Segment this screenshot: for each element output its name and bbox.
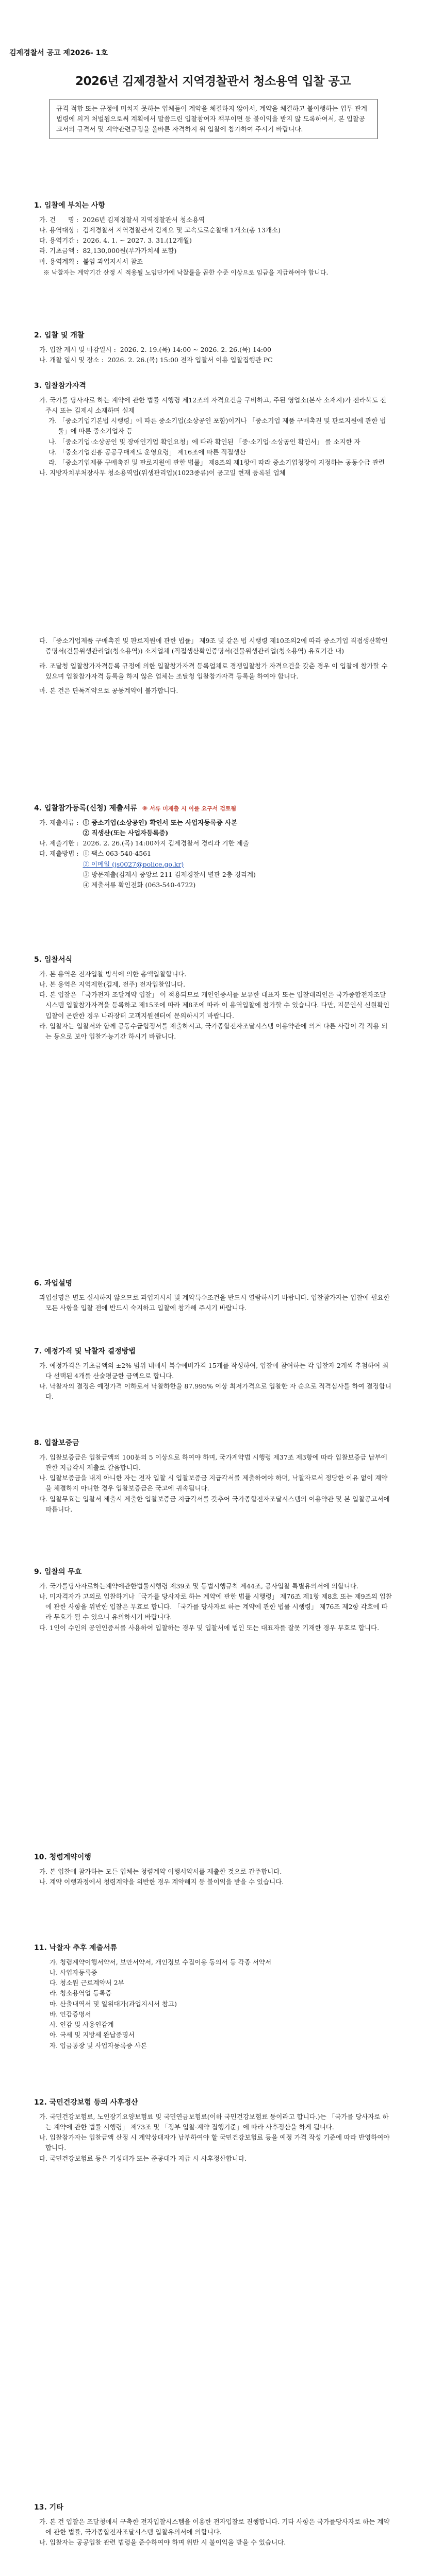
- section-9: [34, 1566, 392, 1633]
- row-value: ③ 방문제출(김제시 중앙로 211 김제경찰서 별관 2층 경리계): [83, 870, 256, 878]
- row-label: 가. 건 명 :: [39, 215, 81, 224]
- section-3: [34, 380, 392, 479]
- page-title: 2026년 김제경찰서 지역경찰관서 청소용역 입찰 공고: [75, 75, 351, 88]
- paragraph: 가. 본 용역은 전자입찰 방식에 의한 총액입찰합니다.: [39, 970, 187, 978]
- section-title: 1. 입찰에 부치는 사항: [34, 201, 105, 210]
- info-row: [34, 246, 392, 256]
- row-value: ① 팩스 063-540-4561: [83, 850, 152, 858]
- paragraph: 나. 계약 이행과정에서 청렴계약을 위반한 경우 계약해지 등 불이익을 받을 수 있습니다.: [39, 1877, 284, 1886]
- section-13: [34, 2502, 392, 2548]
- list-item: 아. 국세 및 지방세 완납증명서: [50, 2031, 135, 2039]
- info-row: [34, 838, 392, 849]
- section-title: 12. 국민건강보험 등의 사후정산: [34, 2098, 138, 2107]
- sub-item: 다. 「중소기업진흥 공공구매제도 운영요령」 제16조에 따른 직접생산: [48, 448, 246, 456]
- row-value: ① 중소기업(소상공인) 확인서 또는 사업자등록증 사본: [83, 818, 238, 826]
- info-row: [34, 345, 392, 355]
- list-item: 가. 청렴계약이행서약서, 보안서약서, 개인정보 수집이용 동의서 등 각종 서약서: [50, 1958, 272, 1966]
- paragraph: 다. 국민건강보험료 등은 기성대가 또는 준공대가 지급 시 사후정산합니다.: [39, 2154, 247, 2162]
- row-label: 다. 용역기간 :: [39, 236, 81, 245]
- section-7: [34, 1346, 392, 1402]
- paragraph: 나. 본 용역은 지역제한(김제, 전주) 전자입찰입니다.: [39, 980, 186, 988]
- intro-box: 규격 적합 또는 규정에 미치지 못하는 업체들이 계약을 체결하지 않아서, 계약을 체결하고 불이행하는 업무 관계법령에 의거 처벌됨으로써 계획에서 말씀드린 입찰참여자 책무이면 등 불이익을 받지 않 도록하여서, 본 입찰공고서의 규격서 및 계약관련규정을 올바른 자격하지 위 입찰에 참가하여 주시기 바랍니다.: [50, 99, 378, 139]
- row-label: 라. 기초금액 :: [39, 247, 81, 255]
- list-item: 자. 입금통장 및 사업자등록증 사본: [50, 2041, 147, 2049]
- section-title: 10. 청렴계약이행: [34, 1853, 91, 1861]
- info-row: [34, 880, 392, 890]
- section-2: [34, 330, 392, 365]
- section-6: [34, 1278, 392, 1313]
- list-item: 바. 인감증명서: [50, 2010, 91, 2018]
- row-label: 가. 입찰 게시 및 마감일시 :: [39, 345, 118, 353]
- info-row: [34, 859, 392, 870]
- paragraph: 나. 입찰보증금을 내지 아니한 자는 전자 입찰 시 입찰보증금 지급각서를 제출하여야 하며, 낙찰자로서 정당한 이유 없이 계약을 체결하지 아니한 경우 입찰보증금은 국고에 귀속됩니다.: [39, 1474, 388, 1493]
- section-title: 8. 입찰보증금: [34, 1439, 79, 1447]
- list-item: 사. 인감 및 사용인감계: [50, 2021, 114, 2029]
- section-title-text: 4. 입찰참가등록(신청) 제출서류: [34, 804, 137, 812]
- section-10: [34, 1852, 392, 1887]
- row-value: 2026. 2. 19.(목) 14:00 ~ 2026. 2. 26.(목) 14:00: [120, 345, 271, 353]
- list-item: 마. 산출내역서 및 일위대가(과업지시서 참고): [50, 1999, 177, 2008]
- section-11: [34, 1942, 392, 2051]
- sub-item: 라. 「중소기업제품 구매촉진 및 판로지원에 관한 법률」 제8조의 제1항에 따라 중소기업청장이 지정하는 공동수급 관련: [48, 459, 385, 467]
- paragraph: 가. 국가를당사자로하는계약에관한법률시행령 제39조 및 동법시행규칙 제44조, 공사입찰 특별유의서에 의합니다.: [39, 1582, 358, 1590]
- section-title: 11. 낙찰자 추후 제출서류: [34, 1944, 118, 1952]
- paragraph: 가. 본 입찰에 참가하는 모든 업체는 청렴계약 이행서약서를 제출한 것으로 간주합니다.: [39, 1867, 282, 1875]
- paragraph: [40, 395, 392, 416]
- row-value: 2026. 2. 26.(목) 14:00까지 김제경찰서 경리과 기한 제출: [83, 839, 249, 848]
- row-label: 나. 용역대상 :: [39, 226, 81, 234]
- section-title: 3. 입찰참가자격: [34, 382, 87, 390]
- paragraph: 다. 1인이 수인의 공인인증서를 사용하여 입찰하는 경우 및 입찰서에 법인 또는 대표자를 잘못 기재한 경우 무효로 합니다.: [39, 1623, 380, 1632]
- paragraph: 라. 조달청 입찰참가자격등록 규정에 의한 입찰참가자격 등록업체로 경쟁입찰참가 자격요건을 갖춘 경우 이 입찰에 참가할 수 있으며 입찰참가자격 등록을 하지 않은 업체는 조달청 입찰참가자격 등록을 하여야 합니다.: [39, 662, 388, 680]
- row-label: 나. 제출기한 :: [39, 839, 81, 848]
- row-value: 붙임 과업지시서 참조: [83, 257, 143, 265]
- paragraph: 다. 본 입찰은 「국가전자 조달계약 입찰」 이 적용되므로 개인인증서를 보유한 대표자 또는 입찰대리인은 국가종합전자조달시스템 입찰참가자격을 등록하고 제15조에 따라 제8조에 따라 이 용역입찰에 참가할 수 있습니다. 다만, 지문인식 신원확인 입찰이 곤란한 경우 나라장터 고객지원센터에 문의하시기 바랍니다.: [39, 991, 390, 1020]
- paragraph: 가. 입찰보증금은 입찰금액의 100분의 5 이상으로 하여야 하며, 국가계약법 시행령 제37조 제3항에 따라 입찰보증금 납부에 관한 지급각서 제출로 갈음합니다.: [39, 1453, 387, 1471]
- row-label: 나. 개찰 일시 및 장소 :: [39, 355, 106, 364]
- list-item: 나. 사업자등록증: [50, 1968, 97, 1976]
- section-title: [34, 803, 392, 815]
- section-4: [34, 803, 392, 890]
- info-row: [34, 225, 392, 235]
- row-label: 마. 용역계획 :: [39, 257, 81, 265]
- info-row: [34, 215, 392, 225]
- section-12: [34, 2097, 392, 2164]
- section-3-continued: [34, 636, 392, 696]
- paragraph: 과업설명은 별도 실시하지 않으므로 과업지시서 및 계약특수조건을 반드시 열람하시기 바랍니다. 입찰참가자는 입찰에 필요한 모든 사항을 입찰 전에 반드시 숙지하고 입찰에 참가해 주시기 바랍니다.: [39, 1293, 390, 1312]
- section-title: 13. 기타: [34, 2503, 63, 2512]
- section-1: [34, 200, 392, 278]
- paragraph: 나. 미자격자가 고의로 입찰하거나「국가를 당사자로 하는 계약에 관한 법률 시행령」 제76조 제1항 제8호 또는 제9조의 입찰에 관한 사항을 위반한 입찰은 무효로 합니다. 「국가를 당사자로 하는 계약에 관한 법률 시행령」 제76조 제2항 각호에 따라 무효가 될 수 있으니 유의하시기 바랍니다.: [39, 1592, 392, 1621]
- info-row: [34, 849, 392, 859]
- paragraph: 나. 낙찰자의 결정은 예정가격 이하로서 낙찰하한율 87.995% 이상 최저가격으로 입찰한 자 순으로 적격심사를 하여 결정합니다.: [39, 1382, 391, 1401]
- sub-item: 가. 「중소기업기본법 시행령」에 따른 중소기업(소상공인 포함)이거나 「중소기업 제품 구매촉진 및 판로지원에 관한 법률」에 따른 중소기업자 등: [48, 417, 386, 435]
- section-title: 2. 입찰 및 개찰: [34, 331, 85, 340]
- section-note: ※ 낙찰자는 계약기간 산정 시 적용될 노임단가에 낙찰률을 곱한 수준 이상으로 임금을 지급하여야 합니다.: [43, 268, 329, 276]
- notice-number: 김제경찰서 공고 제2026- 1호: [9, 49, 108, 57]
- email-link[interactable]: ② 이메일 (js0027@police.go.kr): [83, 860, 184, 868]
- paragraph: 가. 본 건 입찰은 조달청에서 구축한 전자입찰시스템을 이용한 전자입찰로 진행합니다. 기타 사항은 국가를당사자로 하는 계약에 관한 법률, 국가종합전자조달시스템 입찰유의서에 의합니다.: [39, 2517, 390, 2536]
- section-title: 6. 과업설명: [34, 1279, 73, 1287]
- paragraph: 나. 입찰참가자는 입찰금액 산정 시 계약상대자가 납부하여야 할 국민건강보험료 등을 예정 가격 작성 기준에 따라 반영하여야 합니다.: [39, 2133, 390, 2152]
- row-value: 2026년 김제경찰서 지역경찰관서 청소용역: [83, 215, 205, 224]
- info-row: [34, 818, 392, 828]
- row-value: 2026. 2. 26.(목) 15:00 전자 입찰서 이용 입찰집행관 PC: [107, 355, 273, 364]
- info-row: [34, 235, 392, 246]
- row-value: ④ 제출서류 확인전화 (063-540-4722): [83, 881, 196, 889]
- info-row: [34, 355, 392, 365]
- sub-item: 나. 「중소기업·소상공인 및 장애인기업 확인요청」에 따라 확인된 「중·소기업·소상공인 확인서」 를 소지한 자: [48, 437, 361, 446]
- row-value: 82,130,000원(부가가치세 포함): [83, 247, 177, 255]
- row-value: ② 직생산(또는 사업자등록증): [83, 828, 169, 837]
- section-5: [34, 954, 392, 1042]
- paragraph: 가. 국민건강보험료, 노인장기요양보험료 및 국민연금보험료(이하 국민건강보험료 등이라고 합니다.)는 「국가를 당사자로 하는 계약에 관한 법률 시행령」 제73조 및 「정부 입찰·계약 집행기준」에 따라 사후정산을 하게 됩니다.: [39, 2112, 389, 2131]
- info-row: [34, 257, 392, 267]
- row-value: 2026. 4. 1. ~ 2027. 3. 31.(12개월): [83, 236, 192, 245]
- info-row: [34, 828, 392, 838]
- section-title-note: ※ 서류 미제출 시 이를 요구서 검토됨: [142, 805, 237, 812]
- list-item: 라. 청소용역업 등록증: [50, 1989, 112, 1997]
- list-item: 다. 청소원 근로계약서 2부: [50, 1979, 124, 1987]
- row-value: 김제경찰서 지역경찰관서 김제요 및 고속도로순찰대 1개소(총 13개소): [83, 226, 281, 234]
- paragraph: 나. 지방자치부처장사무 청소용역업(위생관리업)(1023종류)이 공고일 현재 등록된 업체: [39, 469, 286, 477]
- paragraph: 마. 본 건은 단독계약으로 공동계약이 불가합니다.: [39, 687, 178, 694]
- para-text: 가. 국가를 당사자로 하는 계약에 관한 법률 시행령 제12조의 자격요건을 구비하고, 주된 영업소(본사 소재지)가 전라북도 전주시 또는 김제시 소재하며 실제: [39, 396, 386, 414]
- paragraph: 다. 입찰무효는 입찰서 제출시 제출한 입찰보증금 지급각서를 갖추어 국가종합전자조달시스템의 이용약관 및 본 입찰공고서에 따릅니다.: [39, 1495, 390, 1513]
- paragraph: 라. 입찰자는 입찰서와 함께 공동수급협정서를 제출하시고, 국가종합전자조달시스템 이용약관에 의거 다른 사람이 각 적용 되는 등으로 보아 입찰가능기간 하시기 바랍니다.: [39, 1022, 388, 1041]
- section-title: 7. 예정가격 및 낙찰자 결정방법: [34, 1347, 136, 1355]
- row-label: 다. 제출방법 :: [39, 850, 81, 858]
- section-8: [34, 1437, 392, 1515]
- row-label: 가. 제출서류 :: [39, 818, 81, 826]
- paragraph: 다. 「중소기업제품 구매촉진 및 판로지원에 관한 법률」 제9조 및 같은 법 시행령 제10조의2에 따라 중소기업 직접생산확인증명서(건물위생관리업(청소용역)) 소지업체 (직접생산확인증명서(건물위생관리업(청소용역) 유효기간 내): [39, 637, 388, 655]
- info-row: [34, 870, 392, 880]
- paragraph: 나. 입찰자는 공공입찰 관련 법령을 준수하여야 하며 위반 시 불이익을 받을 수 있습니다.: [39, 2538, 286, 2547]
- section-title: 9. 입찰의 무효: [34, 1568, 82, 1576]
- section-title: 5. 입찰서식: [34, 956, 73, 964]
- paragraph: 가. 예정가격은 기초금액의 ±2% 범위 내에서 복수예비가격 15개를 작성하여, 입찰에 참여하는 각 입찰자 2개씩 추첨하여 최다 선택된 4개를 산술평균한 금액으로 합니다.: [39, 1361, 389, 1380]
